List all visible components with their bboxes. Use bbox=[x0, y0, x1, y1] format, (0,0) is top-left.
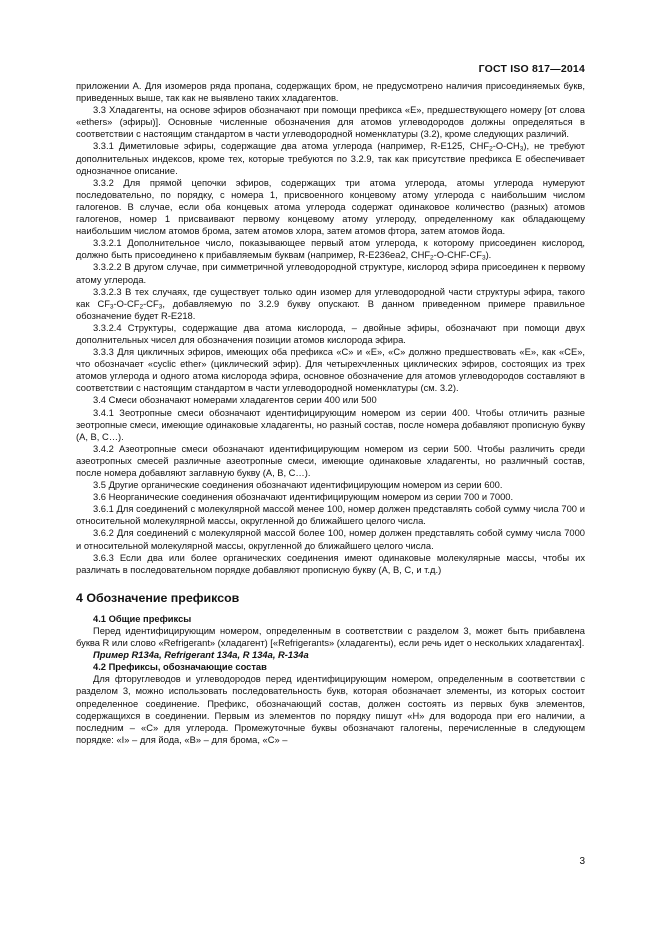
subsection-heading: 4.1 Общие префиксы bbox=[93, 613, 192, 624]
paragraph-3-6-3: 3.6.3 Если два или более органических соединения имеют одинаковые молекулярные массы, чтобы их различать в последовательном порядке добавляют прописную букву (A, B, C, и т.д.) bbox=[76, 552, 585, 575]
paragraph-3-3-2-1 bbox=[76, 237, 585, 261]
subscript: 2 bbox=[489, 145, 493, 153]
subsection-heading: 4.2 Префиксы, обозначающие состав bbox=[93, 662, 267, 673]
text-run: ), не требуют дополнительных индексов, кроме тех, которые требуются по 3.2.9, так как присутствие префикса Е обеспечивает однозначное описание. bbox=[76, 141, 585, 176]
paragraph-3-4-2: 3.4.2 Азеотропные смеси обозначают идентифицирующим номером из серии 500. Чтобы различить среди азеотропных смесей различные азеотропные смеси, имеющие одинаковые хладагенты, но различный состав, после номера добавляют заглавную букву (A, B, C…). bbox=[76, 443, 585, 478]
page-number: 3 bbox=[579, 856, 585, 867]
text-run: 3.3.1 Диметиловые эфиры, содержащие два атома углерода (например, R-E125, CHF bbox=[93, 141, 490, 152]
paragraph-4-1: Перед идентифицирующим номером, определенным в соответствии с разделом 3, может быть прибавлена буква R или слово «Refrigerant» (хладагент) [«Refrigerants» (хладагенты), если речь идет о нескольких хладагентах]. bbox=[76, 625, 585, 649]
text-run: 3.3.2.3 В тех случаях, где существует только один изомер для углеводородной части структуры эфира, такого как CF bbox=[76, 286, 585, 309]
text-run: -O-CF bbox=[113, 298, 140, 309]
text-run: -O-CH bbox=[492, 141, 520, 152]
subscript: 2 bbox=[430, 254, 434, 262]
paragraph-3-3-2-2: 3.3.2.2 В другом случае, при симметричной углеводородной структуре, кислород эфира присоединен к первому атому углерода. bbox=[76, 262, 585, 285]
text-run: ). bbox=[485, 250, 492, 261]
subscript: 3 bbox=[158, 303, 163, 311]
subscript: 3 bbox=[481, 254, 486, 262]
paragraph-3-6-2: 3.6.2 Для соединений с молекулярной массой более 100, номер должен представлять собой сумму числа 7000 и относительной молекулярной массы, округленной до ближайшего целого числа. bbox=[76, 528, 585, 551]
paragraph-3-6-1: 3.6.1 Для соединений с молекулярной массой менее 100, номер должен представлять собой сумму числа 700 и относительной молекулярной массы, округленной до ближайшего целого числа. bbox=[76, 504, 585, 527]
document-header: ГОСТ ISO 817—2014 bbox=[478, 63, 585, 75]
text-run: -O-CHF-CF bbox=[433, 250, 482, 261]
section-heading: 4 Обозначение префиксов bbox=[76, 590, 240, 605]
paragraph-3-3: 3.3 Хладагенты, на основе эфиров обозначают при помощи префикса «E», предшествующего номеру [от слова «ethers» (эфиры)]. Основные численные обозначения для атомов углеводородов должны определяться в соответствии с настоящим стандартом в части углеводородной номенклатуры (3.2), кроме следующих различий. bbox=[76, 105, 585, 140]
paragraph: приложении А. Для изомеров ряда пропана, содержащих бром, не предусмотрено наличия присоединяемых букв, приведенных выше, так как не выявлено таких хладагентов. bbox=[76, 81, 585, 104]
paragraph-3-5: 3.5 Другие органические соединения обозначают идентифицирующим номером из серии 600. bbox=[93, 480, 503, 491]
subscript: 2 bbox=[139, 303, 144, 311]
text-run: , добавляемую по 3.2.9 букву опускают. В данном приведенном примере правильное обозначение будет R-E218. bbox=[76, 298, 585, 321]
paragraph-3-3-2-3 bbox=[76, 286, 585, 322]
text-run: 3.3.2.1 Дополнительное число, показывающее первый атом углерода, к которому присоединен кислород, должно быть присоединено к прибавляемым буквам (например, R-E236ea2, CHF bbox=[76, 238, 585, 261]
paragraph-3-3-2: 3.3.2 Для прямой цепочки эфиров, содержащих три атома углерода, атомы углерода нумеруют последовательно, по порядку, с номера 1, присвоенного концевому атому углерода с наибольшим числом галогенов. В случае, если оба концевых атома углерода содержат одинаковое количество (разных) атомов галогенов, номер 1 присваивают первому концевому атому углероду, определенному как обладающему наибольшим числом атомов брома, затем атомов хлора, затем атомов фтора, затем атомов йода. bbox=[76, 177, 585, 237]
paragraph-3-4: 3.4 Смеси обозначают номерами хладагентов серии 400 или 500 bbox=[93, 395, 377, 406]
paragraph-3-3-2-4: 3.3.2.4 Структуры, содержащие два атома кислорода, – двойные эфиры, обозначают при помощи двух дополнительных чисел для обозначения позиции атомов кислорода эфира. bbox=[76, 322, 585, 345]
paragraph-4-2: Для фторуглеводов и углеводородов перед идентифицирующим номером, определенным в соответствии с разделом 3, можно использовать последовательность букв, которая обозначает элементы, из которых состоит определенное соединение. Префикс, обозначающий состав, должен состоять из первых букв элементов, содержащихся в соединении. Первым из элементов по порядку пишут «H» для водорода при его наличии, а последним – «C» для углерода. Промежуточные буквы обозначают галогены, перечисленные в следующем порядке: «I» – для йода, «B» – для брома, «C» – bbox=[76, 674, 585, 745]
paragraph-3-6: 3.6 Неорганические соединения обозначают идентифицирующим номером из серии 700 и 7000. bbox=[93, 492, 514, 503]
paragraph-3-4-1: 3.4.1 Зеотропные смеси обозначают идентифицирующим номером из серии 400. Чтобы отличить разные зеотропные смеси, имеющие одинаковые хладагенты, но разный состав, после номера добавляют прописную букву (A, B, C…). bbox=[76, 407, 585, 442]
subscript: 3 bbox=[109, 303, 114, 311]
subscript: 3 bbox=[519, 145, 524, 153]
paragraph-3-3-3: 3.3.3 Для цикличных эфиров, имеющих оба префикса «C» и «E», «C» должно предшествовать «E», как «CE», что обозначает «cyclic ether» (циклический эфир). Для четырехчленных циклических эфиров, состоящих из трех атомов углерода и одного атома кислорода эфира, основное обозначение для атомов углеводородов составляют в соответствии с настоящим стандартом в части углеводородной номенклатуры (см. 3.2). bbox=[76, 347, 585, 394]
paragraph-3-3-1 bbox=[76, 140, 585, 176]
example-line: Пример R134a, Refrigerant 134a, R 134a, R-134a bbox=[93, 650, 309, 661]
document-body bbox=[76, 80, 585, 746]
text-run: -CF bbox=[143, 298, 159, 309]
